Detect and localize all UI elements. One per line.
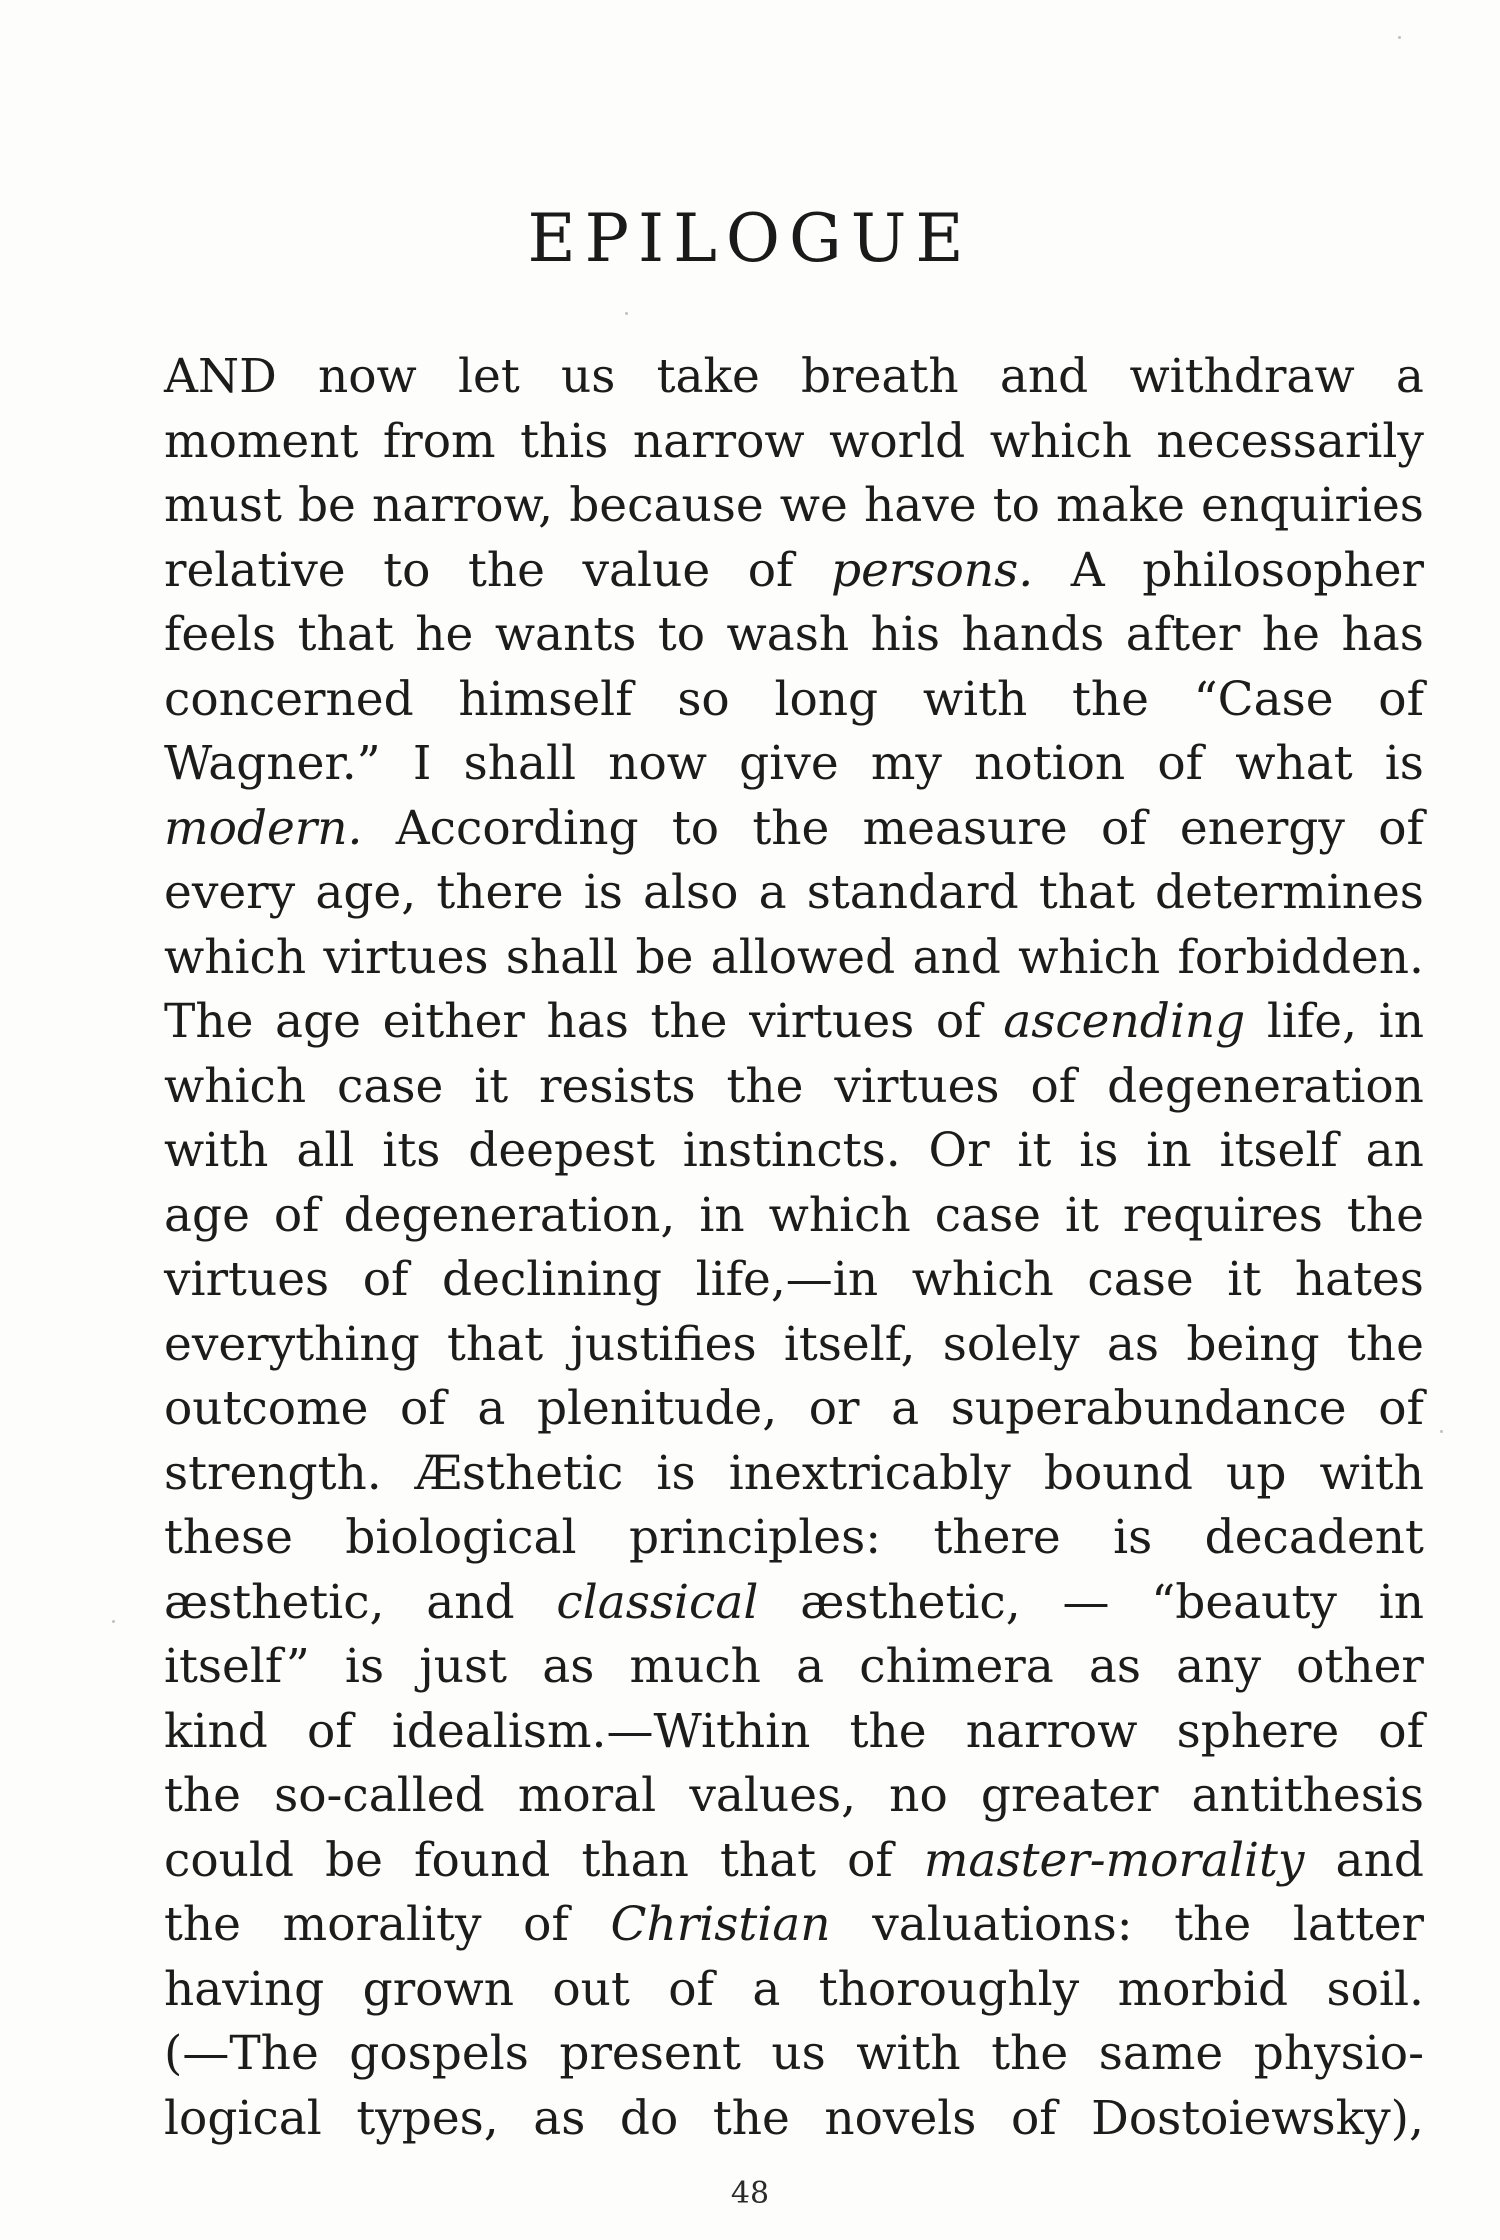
word: must bbox=[164, 478, 282, 533]
word: moral bbox=[517, 1768, 657, 1823]
word: as bbox=[1106, 1316, 1160, 1372]
word: an bbox=[1365, 1123, 1424, 1178]
word: be bbox=[635, 929, 694, 985]
word: of bbox=[1378, 671, 1424, 727]
word: every bbox=[164, 865, 296, 920]
word: standard bbox=[806, 865, 1019, 920]
word: take bbox=[656, 349, 760, 404]
text-line bbox=[164, 797, 1424, 862]
text-line bbox=[164, 1764, 1424, 1829]
word: plenitude, bbox=[536, 1381, 778, 1436]
word: any bbox=[1176, 1639, 1262, 1694]
word: æsthetic, bbox=[800, 1574, 1021, 1630]
text-line bbox=[164, 668, 1424, 733]
word: in bbox=[699, 1187, 745, 1243]
word: its bbox=[382, 1123, 441, 1178]
word: of bbox=[273, 1187, 320, 1243]
word: The bbox=[164, 994, 254, 1049]
word: also bbox=[643, 865, 739, 920]
word: and bbox=[426, 1574, 515, 1630]
word: solely bbox=[942, 1316, 1080, 1372]
word: the bbox=[726, 1058, 804, 1114]
word: narrow bbox=[632, 413, 805, 469]
word: narrow, bbox=[371, 478, 554, 533]
word: in bbox=[1378, 1574, 1424, 1630]
word: much bbox=[629, 1639, 761, 1694]
word: resists bbox=[539, 1058, 696, 1114]
word: with bbox=[856, 2026, 961, 2081]
word: to bbox=[671, 800, 720, 856]
word: morality bbox=[282, 1897, 482, 1952]
word: physio- bbox=[1253, 2026, 1424, 2081]
text-line bbox=[164, 2087, 1424, 2152]
word: life, bbox=[1266, 994, 1358, 1049]
word: age bbox=[164, 1187, 250, 1243]
word: the bbox=[467, 542, 545, 598]
word: virtues bbox=[164, 1252, 330, 1307]
word: is bbox=[656, 1445, 696, 1501]
paper-speck bbox=[112, 1620, 115, 1623]
word: life,—in bbox=[695, 1252, 879, 1307]
word: a bbox=[1395, 349, 1424, 404]
word: shall bbox=[505, 929, 619, 985]
word: relative bbox=[164, 542, 346, 598]
paper-speck bbox=[625, 312, 628, 315]
word: forbidden. bbox=[1177, 929, 1424, 985]
word: with bbox=[164, 1123, 269, 1178]
word: instincts. bbox=[682, 1123, 901, 1178]
word: to bbox=[992, 478, 1040, 533]
word: the bbox=[1346, 1187, 1424, 1243]
word: it bbox=[1017, 1123, 1052, 1178]
word: that bbox=[297, 607, 394, 662]
word: of bbox=[1378, 800, 1424, 856]
word: that bbox=[719, 1832, 817, 1888]
text-line bbox=[164, 1119, 1424, 1184]
word: æsthetic, bbox=[164, 1574, 385, 1630]
word: deepest bbox=[468, 1123, 655, 1178]
word: virtues bbox=[834, 1058, 1000, 1114]
text-line bbox=[164, 926, 1424, 991]
word: is bbox=[1113, 1510, 1153, 1565]
word: of bbox=[668, 1961, 714, 2017]
text-line bbox=[164, 1248, 1424, 1313]
word: Wagner.” bbox=[164, 736, 381, 791]
word: logical bbox=[164, 2090, 322, 2146]
word: itself bbox=[1219, 1123, 1338, 1178]
word: the bbox=[650, 994, 728, 1049]
word: is bbox=[1079, 1123, 1119, 1178]
word: he bbox=[415, 607, 474, 662]
word: us bbox=[771, 2026, 826, 2081]
word: strength. bbox=[164, 1445, 382, 1501]
word: notion bbox=[974, 736, 1126, 791]
word: virtues bbox=[749, 994, 915, 1049]
word: give bbox=[739, 736, 839, 791]
word: enquiries bbox=[1201, 478, 1424, 533]
paper-speck bbox=[1398, 36, 1401, 39]
text-line bbox=[164, 410, 1424, 475]
word: what bbox=[1235, 736, 1353, 791]
word: which bbox=[989, 413, 1132, 469]
word: of bbox=[1030, 1058, 1077, 1114]
word: present bbox=[559, 2026, 741, 2081]
word: hates bbox=[1294, 1252, 1424, 1307]
word: age, bbox=[315, 865, 417, 920]
word: novels bbox=[824, 2090, 977, 2146]
word: being bbox=[1186, 1316, 1320, 1372]
text-line bbox=[164, 1313, 1424, 1378]
word: I bbox=[412, 736, 432, 791]
text-line bbox=[164, 2022, 1424, 2087]
word: degeneration, bbox=[343, 1187, 676, 1243]
word: case bbox=[337, 1058, 444, 1114]
word: age bbox=[275, 994, 361, 1049]
word: which bbox=[911, 1252, 1054, 1307]
word: itself, bbox=[783, 1316, 916, 1372]
word: virtues bbox=[323, 929, 489, 985]
word: which bbox=[1018, 929, 1161, 985]
text-line bbox=[164, 1377, 1424, 1442]
word: Æsthetic bbox=[414, 1445, 624, 1501]
word: have bbox=[863, 478, 977, 533]
word: which bbox=[768, 1187, 911, 1243]
paper-speck bbox=[1440, 1430, 1443, 1433]
word: a bbox=[752, 1961, 781, 2017]
word: of bbox=[362, 1252, 409, 1307]
text-line bbox=[164, 990, 1424, 1055]
word: a bbox=[891, 1381, 920, 1436]
word: now bbox=[608, 736, 708, 791]
word: or bbox=[808, 1381, 860, 1436]
word: gospels bbox=[349, 2026, 529, 2081]
word: valuations: bbox=[872, 1897, 1133, 1952]
word: other bbox=[1296, 1639, 1424, 1694]
word: morbid bbox=[1117, 1961, 1289, 2017]
word: latter bbox=[1292, 1897, 1424, 1952]
word: because bbox=[569, 478, 764, 533]
word: “Case bbox=[1193, 671, 1334, 727]
word: of bbox=[747, 542, 794, 598]
word: that bbox=[447, 1316, 544, 1372]
word: narrow bbox=[965, 1703, 1138, 1759]
word: sphere bbox=[1176, 1703, 1340, 1759]
body-text bbox=[164, 345, 1424, 2151]
word: decadent bbox=[1204, 1510, 1424, 1565]
word: modern. bbox=[164, 800, 363, 856]
word: kind bbox=[164, 1703, 268, 1759]
word: philosopher bbox=[1142, 542, 1424, 598]
text-line bbox=[164, 1506, 1424, 1571]
word: bound bbox=[1043, 1445, 1193, 1501]
text-line bbox=[164, 1893, 1424, 1958]
word: a bbox=[477, 1381, 506, 1436]
word: measure bbox=[862, 800, 1068, 856]
word: with bbox=[922, 671, 1028, 727]
word: degeneration bbox=[1107, 1058, 1424, 1114]
word: declining bbox=[442, 1252, 662, 1307]
word: the bbox=[712, 2090, 790, 2146]
word: has bbox=[546, 994, 629, 1049]
word: us bbox=[560, 349, 616, 404]
word: either bbox=[382, 994, 525, 1049]
word: value bbox=[582, 542, 711, 598]
word: the bbox=[164, 1897, 241, 1952]
word: itself” bbox=[164, 1639, 310, 1694]
word: biological bbox=[345, 1510, 577, 1565]
word: the bbox=[1174, 1897, 1252, 1952]
word: as bbox=[533, 2090, 586, 2146]
word: now bbox=[317, 349, 417, 404]
word: no bbox=[889, 1768, 948, 1823]
word: classical bbox=[556, 1574, 759, 1630]
word: my bbox=[870, 736, 942, 791]
text-line bbox=[164, 1635, 1424, 1700]
word: breath bbox=[801, 349, 959, 404]
word: — bbox=[1062, 1574, 1110, 1630]
word: values, bbox=[689, 1768, 857, 1823]
word: persons. bbox=[831, 542, 1034, 598]
text-line bbox=[164, 1442, 1424, 1507]
word: soil. bbox=[1326, 1961, 1424, 2017]
word: having bbox=[164, 1961, 325, 2017]
word: greater bbox=[980, 1768, 1159, 1823]
word: there bbox=[933, 1510, 1061, 1565]
text-line bbox=[164, 474, 1424, 539]
word: his bbox=[870, 607, 941, 662]
word: necessarily bbox=[1156, 413, 1424, 469]
word: long bbox=[774, 671, 879, 727]
word: out bbox=[552, 1961, 630, 2017]
word: in bbox=[1146, 1123, 1192, 1178]
text-line bbox=[164, 345, 1424, 410]
word: of bbox=[307, 1703, 353, 1759]
word: outcome bbox=[164, 1381, 369, 1436]
word: same bbox=[1098, 2026, 1224, 2081]
word: a bbox=[796, 1639, 825, 1694]
text-line bbox=[164, 732, 1424, 797]
word: idealism.—Within bbox=[391, 1703, 811, 1759]
text-line bbox=[164, 1829, 1424, 1894]
word: feels bbox=[164, 607, 277, 662]
word: as bbox=[542, 1639, 595, 1694]
word: up bbox=[1226, 1445, 1287, 1501]
word: which bbox=[164, 1058, 307, 1114]
word: and bbox=[1335, 1832, 1424, 1888]
word: which bbox=[164, 929, 307, 985]
word: grown bbox=[362, 1961, 514, 2017]
word: of bbox=[400, 1381, 446, 1436]
word: of bbox=[1157, 736, 1204, 791]
word: Dostoiewsky), bbox=[1091, 2090, 1424, 2146]
word: is bbox=[344, 1639, 385, 1694]
word: it bbox=[1064, 1187, 1099, 1243]
word: all bbox=[296, 1123, 355, 1178]
word: there bbox=[436, 865, 564, 920]
word: the bbox=[849, 1703, 927, 1759]
text-line bbox=[164, 1958, 1424, 2023]
word: case bbox=[934, 1187, 1041, 1243]
word: to bbox=[383, 542, 431, 598]
word: A bbox=[1070, 542, 1105, 598]
word: master-morality bbox=[923, 1832, 1305, 1888]
word: he bbox=[1261, 607, 1320, 662]
word: so-called bbox=[274, 1768, 485, 1823]
word: could bbox=[164, 1832, 295, 1888]
word: justifies bbox=[570, 1316, 757, 1372]
word: of bbox=[1378, 1381, 1424, 1436]
word: chimera bbox=[859, 1639, 1054, 1694]
word: the bbox=[991, 2026, 1069, 2081]
text-line bbox=[164, 1700, 1424, 1765]
word: world bbox=[829, 413, 966, 469]
word: superabundance bbox=[950, 1381, 1347, 1436]
word: types, bbox=[356, 2090, 499, 2146]
word: found bbox=[414, 1832, 551, 1888]
word: (—The bbox=[164, 2026, 319, 2081]
word: Christian bbox=[610, 1897, 831, 1952]
text-line bbox=[164, 603, 1424, 668]
word: a bbox=[758, 865, 787, 920]
word: case bbox=[1087, 1252, 1194, 1307]
word: just bbox=[419, 1639, 508, 1694]
word: AND bbox=[164, 349, 277, 404]
word: that bbox=[1038, 865, 1135, 920]
word: and bbox=[999, 349, 1089, 404]
word: the bbox=[752, 800, 830, 856]
word: Or bbox=[928, 1123, 990, 1178]
page-number: 48 bbox=[730, 2176, 770, 2211]
word: the bbox=[1346, 1316, 1424, 1372]
word: from bbox=[382, 413, 496, 469]
word: with bbox=[1319, 1445, 1424, 1501]
word: it bbox=[1227, 1252, 1262, 1307]
word: principles: bbox=[628, 1510, 882, 1565]
word: as bbox=[1088, 1639, 1142, 1694]
word: the bbox=[1071, 671, 1149, 727]
word: has bbox=[1341, 607, 1424, 662]
word: of bbox=[1010, 2090, 1057, 2146]
word: requires bbox=[1122, 1187, 1323, 1243]
word: be bbox=[325, 1832, 383, 1888]
word: wants bbox=[494, 607, 637, 662]
word: be bbox=[297, 478, 356, 533]
word: wash bbox=[726, 607, 850, 662]
word: energy bbox=[1179, 800, 1345, 856]
word: we bbox=[779, 478, 848, 533]
word: make bbox=[1056, 478, 1185, 533]
word: of bbox=[1378, 1703, 1424, 1759]
word: the bbox=[164, 1768, 241, 1823]
text-line bbox=[164, 1571, 1424, 1636]
text-line bbox=[164, 1184, 1424, 1249]
word: of bbox=[523, 1897, 569, 1952]
word: ascending bbox=[1003, 994, 1246, 1049]
word: determines bbox=[1155, 865, 1424, 920]
word: himself bbox=[458, 671, 633, 727]
word: everything bbox=[164, 1316, 420, 1372]
word: is bbox=[1384, 736, 1424, 791]
word: let bbox=[458, 349, 520, 404]
word: thoroughly bbox=[818, 1961, 1080, 2017]
word: it bbox=[474, 1058, 509, 1114]
word: to bbox=[657, 607, 706, 662]
word: and bbox=[912, 929, 1001, 985]
word: According bbox=[395, 800, 639, 856]
text-line bbox=[164, 1055, 1424, 1120]
word: after bbox=[1125, 607, 1241, 662]
word: than bbox=[581, 1832, 689, 1888]
word: do bbox=[619, 2090, 679, 2146]
word: is bbox=[583, 865, 623, 920]
word: of bbox=[1100, 800, 1147, 856]
word: withdraw bbox=[1129, 349, 1355, 404]
word: concerned bbox=[164, 671, 414, 727]
chapter-heading: EPILOGUE bbox=[527, 200, 973, 277]
word: inextricably bbox=[728, 1445, 1011, 1501]
word: these bbox=[164, 1510, 293, 1565]
word: hands bbox=[961, 607, 1105, 662]
word: allowed bbox=[710, 929, 896, 985]
word: of bbox=[935, 994, 982, 1049]
word: “beauty bbox=[1151, 1574, 1337, 1630]
word: in bbox=[1378, 994, 1424, 1049]
word: of bbox=[847, 1832, 893, 1888]
word: shall bbox=[463, 736, 577, 791]
word: this bbox=[520, 413, 609, 469]
word: antithesis bbox=[1191, 1768, 1424, 1823]
text-line bbox=[164, 539, 1424, 604]
word: moment bbox=[164, 413, 359, 469]
text-line bbox=[164, 861, 1424, 926]
word: so bbox=[677, 671, 730, 727]
